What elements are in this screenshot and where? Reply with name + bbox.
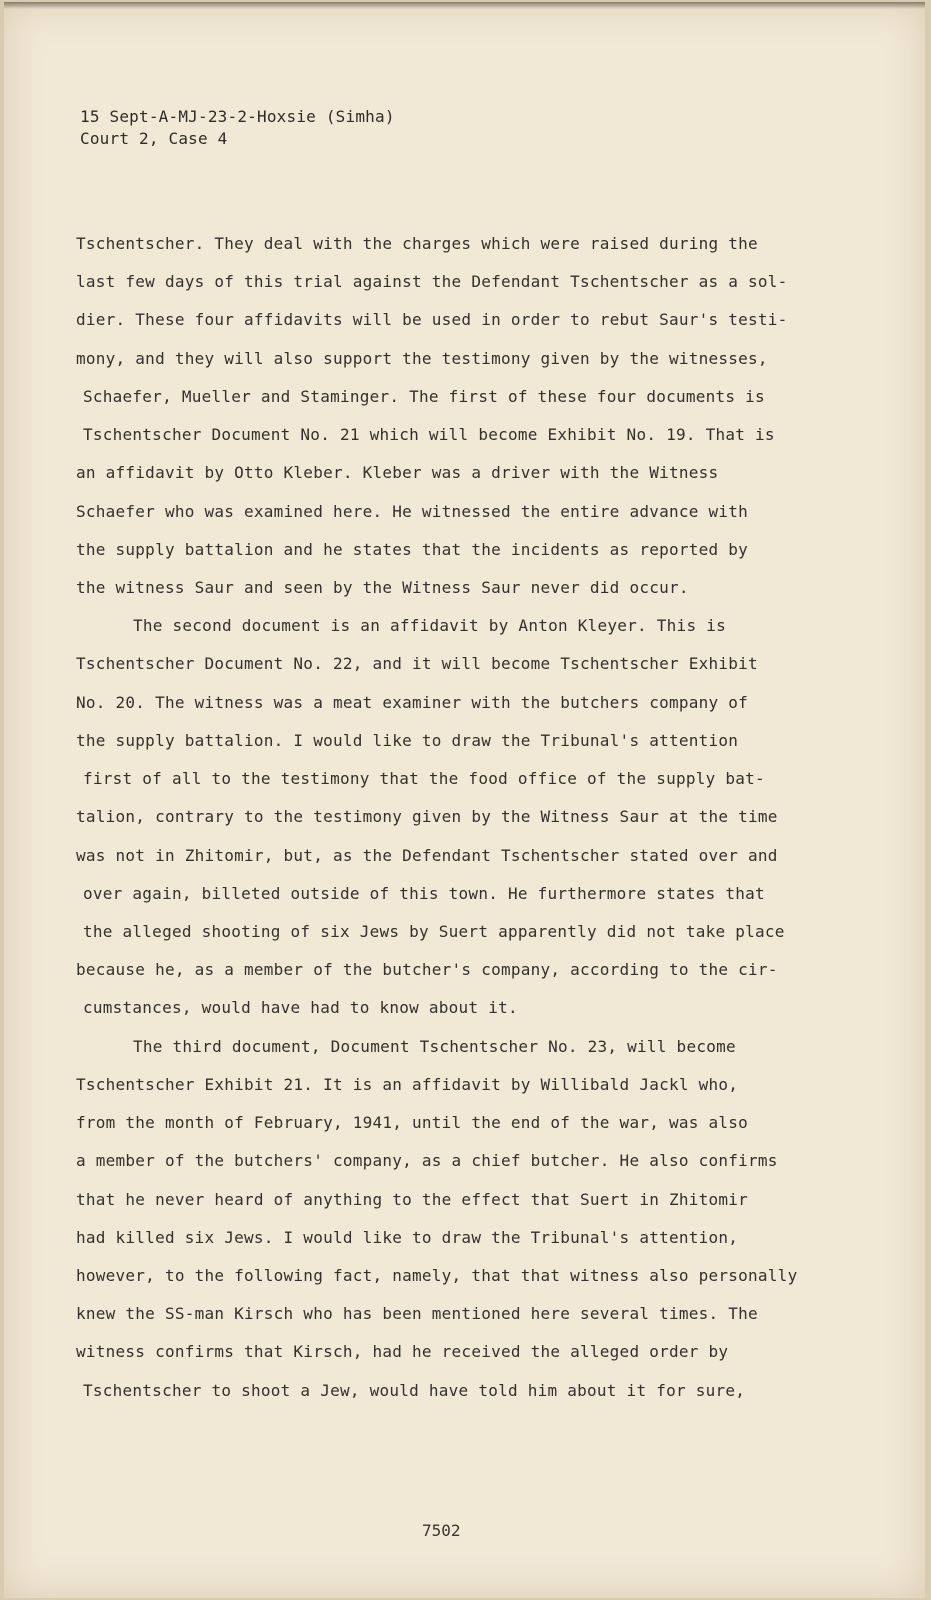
body-line: Tschentscher Document No. 22, and it will become Tschentscher Exhibit <box>76 654 758 673</box>
body-line: cumstances, would have had to know about it. <box>83 998 518 1017</box>
body-line: No. 20. The witness was a meat examiner with the butchers company of <box>76 693 749 712</box>
document-header <box>80 106 395 150</box>
body-line: over again, billeted outside of this town. He furthermore states that <box>83 884 765 903</box>
body-line: witness confirms that Kirsch, had he received the alleged order by <box>76 1342 729 1361</box>
document-page <box>4 2 925 1598</box>
body-line: because he, as a member of the butcher's company, according to the cir- <box>76 960 778 979</box>
body-line: talion, contrary to the testimony given by the Witness Saur at the time <box>76 807 778 826</box>
body-line: Tschentscher to shoot a Jew, would have told him about it for sure, <box>83 1381 746 1400</box>
body-line: the witness Saur and seen by the Witness Saur never did occur. <box>76 578 689 597</box>
body-line: an affidavit by Otto Kleber. Kleber was a driver with the Witness <box>76 463 719 482</box>
body-line: Schaefer who was examined here. He witnessed the entire advance with <box>76 502 749 521</box>
body-line: the supply battalion. I would like to draw the Tribunal's attention <box>76 731 739 750</box>
body-line: The second document is an affidavit by Anton Kleyer. This is <box>133 616 726 635</box>
body-line: a member of the butchers' company, as a chief butcher. He also confirms <box>76 1151 778 1170</box>
header-reference: 15 Sept-A-MJ-23-2-Hoxsie (Simha) <box>80 107 395 126</box>
body-line: mony, and they will also support the testimony given by the witnesses, <box>76 349 768 368</box>
body-line: first of all to the testimony that the food office of the supply bat- <box>83 769 765 788</box>
body-line: Tschentscher. They deal with the charges which were raised during the <box>76 234 758 253</box>
body-line: from the month of February, 1941, until the end of the war, was also <box>76 1113 749 1132</box>
body-line: Tschentscher Exhibit 21. It is an affidavit by Willibald Jackl who, <box>76 1075 739 1094</box>
header-court-case: Court 2, Case 4 <box>80 129 228 148</box>
body-line: had killed six Jews. I would like to draw the Tribunal's attention, <box>76 1228 739 1247</box>
body-line: Schaefer, Mueller and Staminger. The first of these four documents is <box>83 387 765 406</box>
body-line: Tschentscher Document No. 21 which will become Exhibit No. 19. That is <box>83 425 775 444</box>
body-line: last few days of this trial against the Defendant Tschentscher as a sol- <box>76 272 788 291</box>
page-number: 7502 <box>422 1521 461 1540</box>
body-line: that he never heard of anything to the effect that Suert in Zhitomir <box>76 1190 749 1209</box>
body-line: was not in Zhitomir, but, as the Defendant Tschentscher stated over and <box>76 846 778 865</box>
body-line: however, to the following fact, namely, that that witness also personally <box>76 1266 798 1285</box>
body-line: dier. These four affidavits will be used in order to rebut Saur's testi- <box>76 310 788 329</box>
body-line: knew the SS-man Kirsch who has been mentioned here several times. The <box>76 1304 758 1323</box>
body-line: The third document, Document Tschentscher No. 23, will become <box>133 1037 736 1056</box>
body-line: the alleged shooting of six Jews by Suert apparently did not take place <box>83 922 785 941</box>
body-line: the supply battalion and he states that the incidents as reported by <box>76 540 749 559</box>
